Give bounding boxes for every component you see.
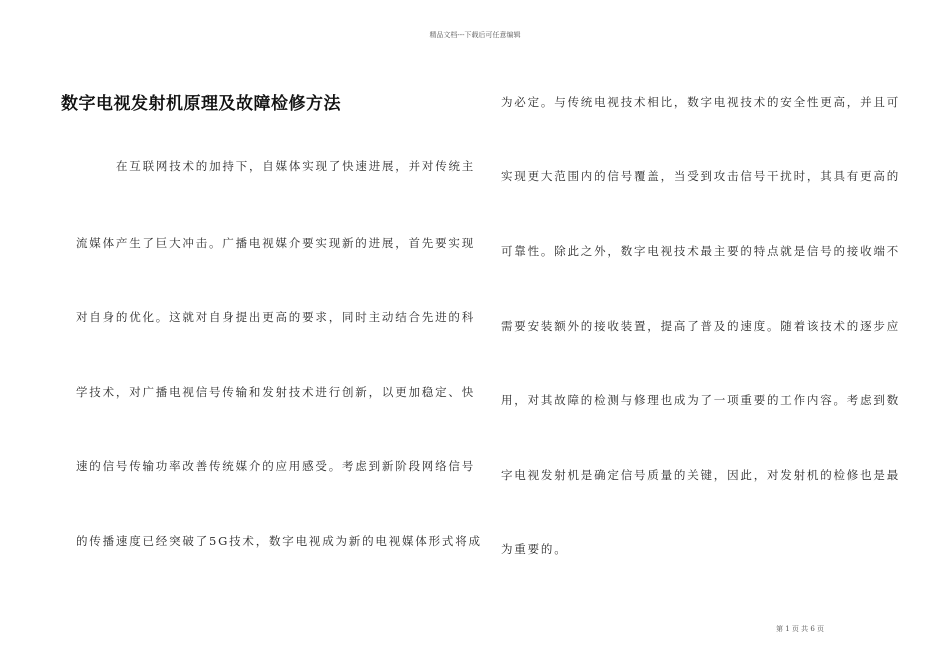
paragraph-line: 对自身的优化。这就对自身提出更高的要求，同时主动结合先进的科 xyxy=(76,310,475,324)
paragraph-line: 速的信号传输功率改善传统媒介的应用感受。考虑到新阶段网络信号 xyxy=(76,459,475,473)
paragraph-line: 为重要的。 xyxy=(501,542,568,556)
paragraph-line: 的传播速度已经突破了5G技术，数字电视成为新的电视媒体形式将成 xyxy=(76,534,482,548)
paragraph-line: 字电视发射机是确定信号质量的关键，因此，对发射机的检修也是最 xyxy=(501,468,900,482)
page-header: 精品文档---下载后可任意编辑 xyxy=(429,31,521,39)
document-title: 数字电视发射机原理及故障检修方法 xyxy=(61,94,341,114)
paragraph-line: 实现更大范围内的信号覆盖，当受到攻击信号干扰时，其具有更高的 xyxy=(501,169,900,183)
paragraph-line: 在互联网技术的加持下，自媒体实现了快速进展，并对传统主 xyxy=(116,159,476,173)
paragraph-line: 流媒体产生了巨大冲击。广播电视媒介要实现新的进展，首先要实现 xyxy=(76,236,475,250)
page-number: 第 1 页 共 6 页 xyxy=(776,625,825,633)
paragraph-line: 学技术，对广播电视信号传输和发射技术进行创新，以更加稳定、快 xyxy=(76,385,475,399)
paragraph-line: 用，对其故障的检测与修理也成为了一项重要的工作内容。考虑到数 xyxy=(501,393,900,407)
paragraph-line: 需要安装额外的接收装置，提高了普及的速度。随着该技术的逐步应 xyxy=(501,319,900,333)
paragraph-line: 可靠性。除此之外，数字电视技术最主要的特点就是信号的接收端不 xyxy=(501,244,900,258)
paragraph-line: 为必定。与传统电视技术相比，数字电视技术的安全性更高，并且可 xyxy=(501,95,900,109)
